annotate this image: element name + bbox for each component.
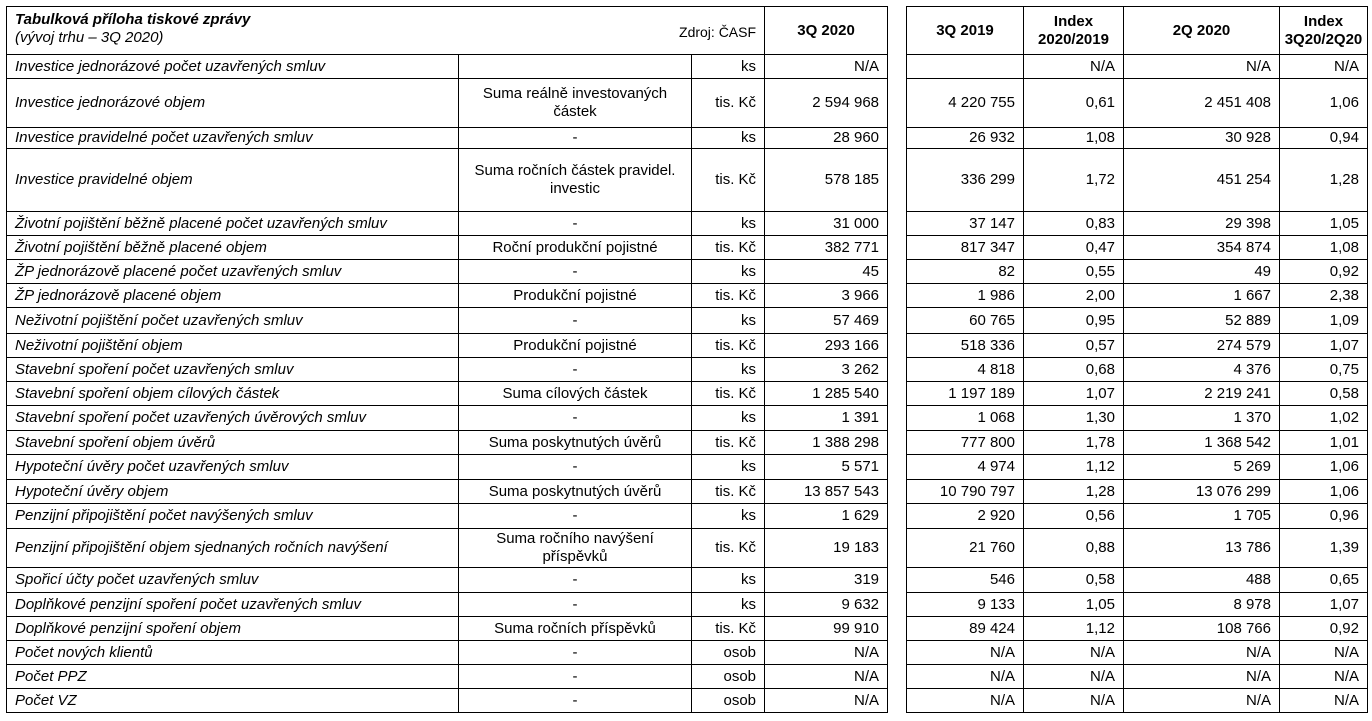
table-row bbox=[907, 480, 1368, 504]
value-3q2019: 518 336 bbox=[907, 334, 1024, 358]
index-yoy: 1,08 bbox=[1024, 128, 1124, 149]
index-qoq: 1,06 bbox=[1280, 455, 1368, 480]
value-3q2019: 89 424 bbox=[907, 617, 1024, 641]
row-unit: tis. Kč bbox=[692, 617, 765, 641]
row-unit: osob bbox=[692, 665, 765, 689]
value-3q2019: 777 800 bbox=[907, 431, 1024, 455]
row-description: - bbox=[459, 308, 692, 334]
index-yoy: 0,83 bbox=[1024, 212, 1124, 236]
index-qoq: N/A bbox=[1280, 689, 1368, 713]
index-yoy: 1,30 bbox=[1024, 406, 1124, 431]
row-unit: ks bbox=[692, 128, 765, 149]
value-2q2020: 108 766 bbox=[1124, 617, 1280, 641]
table-row bbox=[7, 568, 888, 593]
row-name: Počet nových klientů bbox=[7, 641, 459, 665]
col-header-index-qoq bbox=[1280, 7, 1368, 55]
table-row bbox=[907, 334, 1368, 358]
value-3q2019: 26 932 bbox=[907, 128, 1024, 149]
table-row bbox=[907, 382, 1368, 406]
value-3q2020: 5 571 bbox=[765, 455, 888, 480]
row-name: Neživotní pojištění objem bbox=[7, 334, 459, 358]
table-row bbox=[7, 358, 888, 382]
row-name: Investice pravidelné objem bbox=[7, 149, 459, 212]
table-title: Tabulková příloha tiskové zprávy bbox=[15, 11, 251, 28]
table-row bbox=[7, 665, 888, 689]
value-3q2019: 336 299 bbox=[907, 149, 1024, 212]
value-3q2020: 1 388 298 bbox=[765, 431, 888, 455]
value-3q2020: 9 632 bbox=[765, 593, 888, 617]
value-2q2020: 13 786 bbox=[1124, 529, 1280, 568]
value-3q2020: 28 960 bbox=[765, 128, 888, 149]
value-3q2019: 817 347 bbox=[907, 236, 1024, 260]
table-row bbox=[7, 504, 888, 529]
value-3q2019: 4 818 bbox=[907, 358, 1024, 382]
row-name: Penzijní připojištění počet navýšených smluv bbox=[7, 504, 459, 529]
table-row bbox=[7, 260, 888, 284]
table-row bbox=[907, 504, 1368, 529]
value-3q2020: 1 391 bbox=[765, 406, 888, 431]
value-2q2020: N/A bbox=[1124, 641, 1280, 665]
table-row bbox=[907, 128, 1368, 149]
table-row bbox=[907, 689, 1368, 713]
table-row bbox=[907, 529, 1368, 568]
table-row bbox=[907, 79, 1368, 128]
value-3q2020: 13 857 543 bbox=[765, 480, 888, 504]
table-row bbox=[907, 455, 1368, 480]
row-name: Spořicí účty počet uzavřených smluv bbox=[7, 568, 459, 593]
table-row bbox=[7, 212, 888, 236]
index-yoy: N/A bbox=[1024, 689, 1124, 713]
row-unit: ks bbox=[692, 55, 765, 79]
value-2q2020: 8 978 bbox=[1124, 593, 1280, 617]
table-row bbox=[907, 641, 1368, 665]
value-3q2020: N/A bbox=[765, 665, 888, 689]
header-row bbox=[7, 7, 888, 55]
row-description: - bbox=[459, 689, 692, 713]
row-description: Suma reálně investovaných částek bbox=[459, 79, 692, 128]
index-yoy: 1,28 bbox=[1024, 480, 1124, 504]
row-name: ŽP jednorázově placené počet uzavřených smluv bbox=[7, 260, 459, 284]
index-qoq: 0,75 bbox=[1280, 358, 1368, 382]
row-unit: ks bbox=[692, 455, 765, 480]
row-description: - bbox=[459, 260, 692, 284]
index-qoq: 1,06 bbox=[1280, 480, 1368, 504]
table-row bbox=[907, 431, 1368, 455]
col-header-3q2020: 3Q 2020 bbox=[765, 7, 888, 55]
index-qoq: N/A bbox=[1280, 665, 1368, 689]
value-3q2020: 99 910 bbox=[765, 617, 888, 641]
value-3q2020: 382 771 bbox=[765, 236, 888, 260]
row-description: - bbox=[459, 665, 692, 689]
left-table-body bbox=[7, 7, 888, 713]
row-unit: tis. Kč bbox=[692, 236, 765, 260]
row-description: Suma cílových částek bbox=[459, 382, 692, 406]
row-name: Doplňkové penzijní spoření počet uzavřených smluv bbox=[7, 593, 459, 617]
index-yoy: 1,12 bbox=[1024, 455, 1124, 480]
value-2q2020: N/A bbox=[1124, 689, 1280, 713]
value-2q2020: 52 889 bbox=[1124, 308, 1280, 334]
row-description: Suma poskytnutých úvěrů bbox=[459, 480, 692, 504]
index-yoy: 0,57 bbox=[1024, 334, 1124, 358]
index-yoy: 0,56 bbox=[1024, 504, 1124, 529]
col-header-3q2019: 3Q 2019 bbox=[907, 7, 1024, 55]
value-3q2020: 2 594 968 bbox=[765, 79, 888, 128]
index-qoq: 0,94 bbox=[1280, 128, 1368, 149]
row-unit: tis. Kč bbox=[692, 480, 765, 504]
row-description: - bbox=[459, 568, 692, 593]
table-row bbox=[907, 55, 1368, 79]
table-row bbox=[907, 568, 1368, 593]
row-name: Počet VZ bbox=[7, 689, 459, 713]
index-qoq: 0,96 bbox=[1280, 504, 1368, 529]
row-description bbox=[459, 55, 692, 79]
table-row bbox=[907, 308, 1368, 334]
index-qoq: 1,09 bbox=[1280, 308, 1368, 334]
value-3q2020: 57 469 bbox=[765, 308, 888, 334]
col-header-index-yoy bbox=[1024, 7, 1124, 55]
index-qoq: 0,58 bbox=[1280, 382, 1368, 406]
row-name: Hypoteční úvěry objem bbox=[7, 480, 459, 504]
value-2q2020: 30 928 bbox=[1124, 128, 1280, 149]
row-name: Penzijní připojištění objem sjednaných ročních navýšení bbox=[7, 529, 459, 568]
value-3q2020: 319 bbox=[765, 568, 888, 593]
row-description: - bbox=[459, 593, 692, 617]
value-2q2020: N/A bbox=[1124, 55, 1280, 79]
value-2q2020: 1 368 542 bbox=[1124, 431, 1280, 455]
row-unit: tis. Kč bbox=[692, 149, 765, 212]
row-name: Stavební spoření počet uzavřených smluv bbox=[7, 358, 459, 382]
table-row bbox=[7, 334, 888, 358]
table-row bbox=[907, 212, 1368, 236]
table-row bbox=[907, 617, 1368, 641]
value-3q2020: 19 183 bbox=[765, 529, 888, 568]
value-3q2019: 37 147 bbox=[907, 212, 1024, 236]
row-unit: osob bbox=[692, 641, 765, 665]
value-2q2020: 354 874 bbox=[1124, 236, 1280, 260]
table-row bbox=[7, 128, 888, 149]
index-qoq: 1,06 bbox=[1280, 79, 1368, 128]
index-yoy: 2,00 bbox=[1024, 284, 1124, 308]
index-yoy: N/A bbox=[1024, 641, 1124, 665]
row-description: Suma ročních částek pravidel. investic bbox=[459, 149, 692, 212]
index-yoy: 0,55 bbox=[1024, 260, 1124, 284]
value-2q2020: 1 705 bbox=[1124, 504, 1280, 529]
value-3q2019: 60 765 bbox=[907, 308, 1024, 334]
table-row bbox=[907, 260, 1368, 284]
table-row bbox=[7, 455, 888, 480]
table-row bbox=[907, 236, 1368, 260]
index-yoy: 0,58 bbox=[1024, 568, 1124, 593]
value-3q2020: N/A bbox=[765, 689, 888, 713]
table-row bbox=[907, 149, 1368, 212]
index-qoq: N/A bbox=[1280, 55, 1368, 79]
table-row bbox=[7, 480, 888, 504]
table-row bbox=[7, 617, 888, 641]
row-unit: ks bbox=[692, 260, 765, 284]
row-name: Stavební spoření objem úvěrů bbox=[7, 431, 459, 455]
value-2q2020: 29 398 bbox=[1124, 212, 1280, 236]
value-3q2019: N/A bbox=[907, 641, 1024, 665]
index-yoy: 1,07 bbox=[1024, 382, 1124, 406]
row-description: Suma poskytnutých úvěrů bbox=[459, 431, 692, 455]
value-2q2020: 13 076 299 bbox=[1124, 480, 1280, 504]
row-name: Hypoteční úvěry počet uzavřených smluv bbox=[7, 455, 459, 480]
table-row bbox=[907, 665, 1368, 689]
index-qoq: 1,28 bbox=[1280, 149, 1368, 212]
col-header-index-qoq-line1: Index bbox=[1303, 12, 1344, 30]
row-description: - bbox=[459, 641, 692, 665]
value-2q2020: 1 370 bbox=[1124, 406, 1280, 431]
source-note: Zdroj: ČASF bbox=[679, 24, 757, 40]
index-yoy: 1,12 bbox=[1024, 617, 1124, 641]
row-unit: tis. Kč bbox=[692, 79, 765, 128]
value-3q2019: 9 133 bbox=[907, 593, 1024, 617]
value-2q2020: 274 579 bbox=[1124, 334, 1280, 358]
row-unit: ks bbox=[692, 212, 765, 236]
index-yoy: 1,05 bbox=[1024, 593, 1124, 617]
table-row bbox=[7, 236, 888, 260]
table-row bbox=[7, 593, 888, 617]
value-3q2020: 3 262 bbox=[765, 358, 888, 382]
value-3q2020: 31 000 bbox=[765, 212, 888, 236]
value-3q2019: 4 974 bbox=[907, 455, 1024, 480]
row-name: ŽP jednorázově placené objem bbox=[7, 284, 459, 308]
value-3q2019: 1 986 bbox=[907, 284, 1024, 308]
index-qoq: 2,38 bbox=[1280, 284, 1368, 308]
table-row bbox=[7, 284, 888, 308]
row-name: Životní pojištění běžně placené objem bbox=[7, 236, 459, 260]
table-row bbox=[7, 149, 888, 212]
value-3q2020: 1 629 bbox=[765, 504, 888, 529]
row-name: Investice jednorázové počet uzavřených smluv bbox=[7, 55, 459, 79]
value-3q2019: 21 760 bbox=[907, 529, 1024, 568]
value-3q2020: 293 166 bbox=[765, 334, 888, 358]
row-description: Produkční pojistné bbox=[459, 334, 692, 358]
value-3q2020: 578 185 bbox=[765, 149, 888, 212]
value-2q2020: 2 219 241 bbox=[1124, 382, 1280, 406]
col-header-index-yoy-line2: 2020/2019 bbox=[1038, 30, 1109, 48]
index-qoq: 0,65 bbox=[1280, 568, 1368, 593]
table-row bbox=[907, 358, 1368, 382]
header-row-right bbox=[907, 7, 1368, 55]
value-3q2019: 4 220 755 bbox=[907, 79, 1024, 128]
value-2q2020: N/A bbox=[1124, 665, 1280, 689]
value-3q2019: 546 bbox=[907, 568, 1024, 593]
row-description: Roční produkční pojistné bbox=[459, 236, 692, 260]
row-description: - bbox=[459, 504, 692, 529]
value-2q2020: 451 254 bbox=[1124, 149, 1280, 212]
index-qoq: 0,92 bbox=[1280, 260, 1368, 284]
row-name: Investice pravidelné počet uzavřených smluv bbox=[7, 128, 459, 149]
row-description: Suma ročních příspěvků bbox=[459, 617, 692, 641]
index-qoq: 1,02 bbox=[1280, 406, 1368, 431]
index-yoy: 0,68 bbox=[1024, 358, 1124, 382]
row-unit: tis. Kč bbox=[692, 382, 765, 406]
index-yoy: 0,61 bbox=[1024, 79, 1124, 128]
value-3q2019: 82 bbox=[907, 260, 1024, 284]
index-yoy: 1,78 bbox=[1024, 431, 1124, 455]
row-name: Doplňkové penzijní spoření objem bbox=[7, 617, 459, 641]
index-qoq: 1,07 bbox=[1280, 593, 1368, 617]
col-header-index-yoy-line1: Index bbox=[1053, 12, 1094, 30]
value-3q2020: 3 966 bbox=[765, 284, 888, 308]
table-row bbox=[7, 529, 888, 568]
table-row bbox=[7, 382, 888, 406]
value-3q2020: N/A bbox=[765, 55, 888, 79]
index-yoy: 0,95 bbox=[1024, 308, 1124, 334]
index-qoq: 1,08 bbox=[1280, 236, 1368, 260]
row-description: - bbox=[459, 128, 692, 149]
row-description: - bbox=[459, 212, 692, 236]
row-unit: tis. Kč bbox=[692, 284, 765, 308]
col-header-2q2020: 2Q 2020 bbox=[1124, 7, 1280, 55]
value-3q2019: N/A bbox=[907, 689, 1024, 713]
row-description: - bbox=[459, 406, 692, 431]
row-description: - bbox=[459, 358, 692, 382]
value-2q2020: 5 269 bbox=[1124, 455, 1280, 480]
value-3q2019: 1 197 189 bbox=[907, 382, 1024, 406]
value-3q2019: 1 068 bbox=[907, 406, 1024, 431]
table-row bbox=[7, 431, 888, 455]
row-unit: osob bbox=[692, 689, 765, 713]
index-yoy: 0,47 bbox=[1024, 236, 1124, 260]
row-name: Neživotní pojištění počet uzavřených smluv bbox=[7, 308, 459, 334]
row-description: - bbox=[459, 455, 692, 480]
table-row bbox=[907, 284, 1368, 308]
index-qoq: 1,39 bbox=[1280, 529, 1368, 568]
value-2q2020: 4 376 bbox=[1124, 358, 1280, 382]
value-2q2020: 49 bbox=[1124, 260, 1280, 284]
table-row bbox=[7, 79, 888, 128]
row-unit: ks bbox=[692, 568, 765, 593]
index-qoq: 1,01 bbox=[1280, 431, 1368, 455]
row-unit: ks bbox=[692, 308, 765, 334]
index-qoq: N/A bbox=[1280, 641, 1368, 665]
value-2q2020: 1 667 bbox=[1124, 284, 1280, 308]
row-unit: tis. Kč bbox=[692, 334, 765, 358]
title-cell bbox=[7, 7, 765, 55]
row-name: Stavební spoření objem cílových částek bbox=[7, 382, 459, 406]
index-yoy: 0,88 bbox=[1024, 529, 1124, 568]
index-yoy: 1,72 bbox=[1024, 149, 1124, 212]
table-row bbox=[7, 689, 888, 713]
table-row bbox=[7, 641, 888, 665]
table-row bbox=[907, 406, 1368, 431]
value-3q2019: N/A bbox=[907, 665, 1024, 689]
index-qoq: 1,07 bbox=[1280, 334, 1368, 358]
right-table-body bbox=[907, 7, 1368, 713]
row-unit: ks bbox=[692, 358, 765, 382]
index-yoy: N/A bbox=[1024, 665, 1124, 689]
col-header-index-qoq-line2: 3Q20/2Q20 bbox=[1284, 30, 1363, 48]
index-qoq: 1,05 bbox=[1280, 212, 1368, 236]
row-name: Počet PPZ bbox=[7, 665, 459, 689]
value-3q2019: 10 790 797 bbox=[907, 480, 1024, 504]
value-3q2020: 45 bbox=[765, 260, 888, 284]
row-unit: ks bbox=[692, 504, 765, 529]
row-name: Stavební spoření počet uzavřených úvěrových smluv bbox=[7, 406, 459, 431]
value-3q2020: N/A bbox=[765, 641, 888, 665]
table-row bbox=[7, 406, 888, 431]
market-table-left bbox=[6, 6, 888, 713]
index-yoy: N/A bbox=[1024, 55, 1124, 79]
row-unit: tis. Kč bbox=[692, 431, 765, 455]
value-3q2020: 1 285 540 bbox=[765, 382, 888, 406]
table-row bbox=[7, 308, 888, 334]
value-3q2019 bbox=[907, 55, 1024, 79]
table-row bbox=[7, 55, 888, 79]
table-subtitle: (vývoj trhu – 3Q 2020) bbox=[15, 29, 164, 46]
row-name: Životní pojištění běžně placené počet uzavřených smluv bbox=[7, 212, 459, 236]
row-unit: tis. Kč bbox=[692, 529, 765, 568]
value-3q2019: 2 920 bbox=[907, 504, 1024, 529]
row-description: Produkční pojistné bbox=[459, 284, 692, 308]
market-table-right bbox=[906, 6, 1368, 713]
row-unit: ks bbox=[692, 406, 765, 431]
row-name: Investice jednorázové objem bbox=[7, 79, 459, 128]
value-2q2020: 488 bbox=[1124, 568, 1280, 593]
row-description: Suma ročního navýšení příspěvků bbox=[459, 529, 692, 568]
index-qoq: 0,92 bbox=[1280, 617, 1368, 641]
table-row bbox=[907, 593, 1368, 617]
value-2q2020: 2 451 408 bbox=[1124, 79, 1280, 128]
row-unit: ks bbox=[692, 593, 765, 617]
